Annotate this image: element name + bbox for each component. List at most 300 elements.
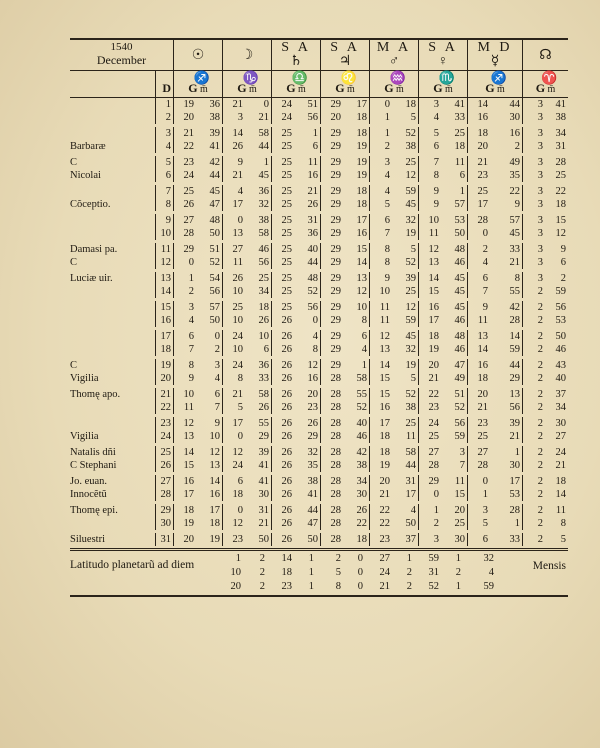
- minutes-value: 42: [509, 302, 520, 313]
- degrees-value: 24: [428, 418, 439, 429]
- minutes-value: 52: [307, 286, 318, 297]
- latitude-deg: 2: [259, 567, 265, 578]
- value-cell: [321, 98, 370, 111]
- degrees-value: 3: [537, 99, 543, 110]
- minutes-value: 38: [356, 460, 367, 471]
- minutes-value: 59: [405, 186, 416, 197]
- value-cell: [174, 459, 223, 472]
- degrees-value: 14: [477, 344, 488, 355]
- value-cell: [523, 272, 568, 285]
- degrees-value: 26: [281, 389, 292, 400]
- degrees-value: 28: [330, 402, 341, 413]
- degrees-value: 12: [428, 244, 439, 255]
- minutes-value: 19: [356, 170, 367, 181]
- degrees-value: 25: [281, 244, 292, 255]
- value-cell: [370, 256, 419, 269]
- value-cell: [223, 533, 272, 546]
- minutes-value: 50: [258, 534, 269, 545]
- minutes-value: 56: [555, 302, 566, 313]
- value-cell: [419, 330, 468, 343]
- day-label-cell: [70, 214, 156, 227]
- degrees-value: 24: [183, 170, 194, 181]
- minutes-value: 29: [307, 431, 318, 442]
- value-cell: [321, 198, 370, 211]
- day-label-cell: [70, 227, 156, 240]
- degrees-value: 21: [183, 128, 194, 139]
- minutes-value: 33: [454, 112, 465, 123]
- minutes-value: 14: [509, 331, 520, 342]
- latitude-min: 8: [335, 581, 341, 592]
- minutes-label: m̄: [347, 84, 355, 95]
- degrees-value: 2: [537, 360, 543, 371]
- minutes-value: 7: [214, 402, 220, 413]
- degrees-value: 29: [330, 244, 341, 255]
- minutes-value: 30: [509, 460, 520, 471]
- minutes-value: 36: [307, 228, 318, 239]
- value-cell: [174, 517, 223, 530]
- degrees-value: 19: [428, 344, 439, 355]
- degrees-value: 25: [281, 141, 292, 152]
- value-cell: [468, 98, 523, 111]
- latitude-deg: 1: [455, 553, 461, 564]
- latitude-min: 27: [379, 553, 390, 564]
- value-cell: [370, 214, 419, 227]
- value-cell: [272, 214, 321, 227]
- value-cell: [419, 156, 468, 169]
- degrees-value: 28: [477, 460, 488, 471]
- latitude-spacer: [496, 552, 541, 565]
- degrees-value: 2: [384, 141, 390, 152]
- degrees-value: 2: [537, 402, 543, 413]
- bottom-rule: [70, 595, 568, 597]
- degrees-value: 1: [188, 273, 194, 284]
- degrees-value: 28: [330, 418, 341, 429]
- degrees-value: 18: [428, 331, 439, 342]
- degrees-value: 23: [477, 418, 488, 429]
- latitude-spacer: [496, 566, 541, 579]
- minutes-value: 9: [214, 418, 220, 429]
- degrees-value: 20: [477, 141, 488, 152]
- minutes-value: 23: [307, 402, 318, 413]
- minutes-value: 35: [509, 170, 520, 181]
- value-cell: [321, 359, 370, 372]
- minutes-value: 36: [209, 99, 220, 110]
- degrees-value: 20: [379, 476, 390, 487]
- minutes-value: 40: [307, 244, 318, 255]
- degrees-value: 3: [384, 157, 390, 168]
- degrees-value: 16: [428, 302, 439, 313]
- zodiac-sign-icon: ♎: [291, 70, 309, 85]
- degrees-value: 9: [188, 373, 194, 384]
- minutes-value: 17: [405, 489, 416, 500]
- day-number: 23: [156, 417, 174, 430]
- minutes-label: m̄: [298, 84, 306, 95]
- degrees-value: 29: [183, 244, 194, 255]
- value-cell: [370, 330, 419, 343]
- zodiac-sign-icon: ♈: [541, 70, 558, 85]
- day-label-cell: [70, 401, 156, 414]
- minutes-value: 39: [509, 418, 520, 429]
- value-cell: [321, 156, 370, 169]
- minutes-value: 36: [258, 360, 269, 371]
- minutes-value: 32: [258, 199, 269, 210]
- value-cell: [272, 243, 321, 256]
- minutes-value: 46: [454, 257, 465, 268]
- minutes-value: 28: [509, 505, 520, 516]
- mensis-label: Mensis: [532, 560, 566, 572]
- degrees-value: 0: [237, 505, 243, 516]
- value-cell: [419, 504, 468, 517]
- degrees-value: 24: [232, 460, 243, 471]
- minutes-value: 40: [356, 418, 367, 429]
- value-cell: [419, 343, 468, 356]
- degrees-value: 29: [330, 302, 341, 313]
- degrees-value: 0: [482, 476, 488, 487]
- minutes-value: 13: [509, 389, 520, 400]
- value-cell: [468, 488, 523, 501]
- degrees-value: 24: [281, 112, 292, 123]
- value-cell: [223, 98, 272, 111]
- degrees-value: 12: [232, 447, 243, 458]
- minutes-value: 19: [405, 228, 416, 239]
- day-number: 14: [156, 285, 174, 298]
- minutes-value: 16: [209, 489, 220, 500]
- degrees-value: 21: [232, 99, 243, 110]
- minutes-value: 59: [405, 315, 416, 326]
- value-cell: [419, 98, 468, 111]
- table-body: [70, 98, 568, 546]
- minutes-value: 21: [258, 112, 269, 123]
- minutes-value: 32: [405, 215, 416, 226]
- value-cell: [321, 533, 370, 546]
- latitude-day: 10: [230, 567, 241, 578]
- value-cell: [523, 98, 568, 111]
- value-cell: [468, 227, 523, 240]
- planet-symbol-icon: ♃: [338, 54, 352, 69]
- table-row: [70, 285, 568, 298]
- value-cell: [223, 430, 272, 443]
- degrees-value: 2: [433, 518, 439, 529]
- value-cell: [174, 185, 223, 198]
- degrees-value: 10: [232, 286, 243, 297]
- minutes-value: 33: [258, 373, 269, 384]
- minutes-value: 5: [560, 534, 566, 545]
- value-cell: [174, 111, 223, 124]
- minutes-value: 11: [555, 505, 566, 516]
- minutes-value: 18: [555, 199, 566, 210]
- minutes-value: 15: [356, 244, 367, 255]
- degrees-value: 17: [232, 199, 243, 210]
- table-row: [70, 430, 568, 443]
- degrees-value: 17: [477, 199, 488, 210]
- value-cell: [174, 285, 223, 298]
- minutes-value: 51: [454, 389, 465, 400]
- minutes-value: 14: [209, 476, 220, 487]
- value-cell: [370, 401, 419, 414]
- value-cell: [370, 388, 419, 401]
- minutes-value: 47: [307, 518, 318, 529]
- value-cell: [321, 388, 370, 401]
- table-row: [70, 111, 568, 124]
- value-cell: [523, 301, 568, 314]
- minutes-value: 10: [258, 331, 269, 342]
- minutes-value: 56: [209, 286, 220, 297]
- latitude-min: 2: [335, 553, 341, 564]
- minutes-value: 4: [312, 331, 318, 342]
- degrees-value: 9: [237, 157, 243, 168]
- value-cell: [468, 430, 523, 443]
- degrees-value: 18: [477, 373, 488, 384]
- gm-labels: [321, 82, 369, 96]
- minutes-value: 30: [509, 112, 520, 123]
- minutes-value: 44: [509, 360, 520, 371]
- minutes-value: 57: [454, 199, 465, 210]
- degrees-value: 2: [537, 476, 543, 487]
- minutes-value: 42: [209, 157, 220, 168]
- value-cell: [223, 459, 272, 472]
- latitude-deg: 1: [455, 581, 461, 592]
- minutes-value: 33: [509, 244, 520, 255]
- minutes-value: 51: [307, 99, 318, 110]
- degrees-value: 28: [330, 431, 341, 442]
- value-cell: [419, 314, 468, 327]
- value-cell: [272, 430, 321, 443]
- day-number: 7: [156, 185, 174, 198]
- table-row: [70, 359, 568, 372]
- minutes-value: 9: [560, 244, 566, 255]
- latitude-deg: 0: [357, 581, 363, 592]
- value-cell: [370, 504, 419, 517]
- minutes-value: 15: [454, 489, 465, 500]
- sign-header-3: [321, 71, 370, 97]
- minutes-value: 48: [209, 215, 220, 226]
- minutes-value: 10: [209, 431, 220, 442]
- value-cell: [523, 475, 568, 488]
- degrees-value: 27: [428, 447, 439, 458]
- degrees-value: 25: [281, 170, 292, 181]
- degrees-value: 25: [281, 302, 292, 313]
- degrees-value: 20: [330, 112, 341, 123]
- value-cell: [370, 243, 419, 256]
- minutes-label: m̄: [547, 84, 556, 95]
- latitude-min: 59: [483, 581, 494, 592]
- value-cell: [321, 417, 370, 430]
- value-cell: [468, 156, 523, 169]
- value-cell: [321, 488, 370, 501]
- degrees-value: 15: [379, 373, 390, 384]
- degrees-value: 17: [183, 489, 194, 500]
- table-row: [70, 504, 568, 517]
- value-cell: [272, 272, 321, 285]
- latitude-value: [294, 566, 343, 579]
- minutes-value: 25: [454, 128, 465, 139]
- value-cell: [523, 417, 568, 430]
- minutes-value: 52: [209, 257, 220, 268]
- minutes-value: 25: [555, 170, 566, 181]
- value-cell: [523, 314, 568, 327]
- value-cell: [272, 140, 321, 153]
- degrees-value: 2: [537, 534, 543, 545]
- minutes-value: 37: [555, 389, 566, 400]
- minutes-value: 5: [410, 373, 416, 384]
- degrees-value: 28: [183, 228, 194, 239]
- degrees-value: 16: [183, 476, 194, 487]
- degrees-value: 6: [482, 273, 488, 284]
- day-label-cell: [70, 272, 156, 285]
- degrees-value: 10: [379, 286, 390, 297]
- degrees-value: 7: [188, 344, 194, 355]
- degrees-value: 14: [183, 447, 194, 458]
- minutes-value: 48: [454, 244, 465, 255]
- day-label-cell: [70, 533, 156, 546]
- latitude-deg: 1: [308, 567, 314, 578]
- degrees-value: 18: [477, 128, 488, 139]
- degrees-value: 3: [537, 199, 543, 210]
- value-cell: [468, 504, 523, 517]
- degrees-value: 2: [537, 518, 543, 529]
- minutes-value: 18: [258, 302, 269, 313]
- day-label-cell: [70, 185, 156, 198]
- degrees-value: 10: [232, 344, 243, 355]
- degrees-value: 28: [330, 489, 341, 500]
- latitude-min: 52: [428, 581, 439, 592]
- degrees-value: 0: [482, 228, 488, 239]
- table-row: [70, 198, 568, 211]
- day-number: 21: [156, 388, 174, 401]
- degrees-value: 28: [330, 505, 341, 516]
- minutes-value: 48: [307, 273, 318, 284]
- day-number: 17: [156, 330, 174, 343]
- minutes-value: 1: [514, 447, 520, 458]
- day-number: 30: [156, 517, 174, 530]
- degrees-value: 29: [330, 360, 341, 371]
- value-cell: [523, 198, 568, 211]
- degrees-value: 10: [183, 389, 194, 400]
- gm-labels: [468, 82, 522, 96]
- value-cell: [419, 214, 468, 227]
- minutes-value: 1: [263, 157, 269, 168]
- feast-label: Luciæ uir.: [70, 273, 113, 284]
- degrees-value: 21: [477, 157, 488, 168]
- minutes-value: 1: [514, 518, 520, 529]
- value-cell: [272, 330, 321, 343]
- value-cell: [523, 388, 568, 401]
- value-cell: [468, 185, 523, 198]
- value-cell: [523, 504, 568, 517]
- value-cell: [523, 243, 568, 256]
- minutes-value: 22: [356, 518, 367, 529]
- day-label-cell: [70, 169, 156, 182]
- value-cell: [523, 227, 568, 240]
- feast-label: Innocẽtũ: [70, 489, 107, 500]
- table-row: [70, 459, 568, 472]
- minutes-label: m̄: [497, 84, 505, 95]
- latitude-deg: 0: [357, 567, 363, 578]
- value-cell: [468, 517, 523, 530]
- degrees-value: 25: [183, 186, 194, 197]
- minutes-value: 48: [454, 331, 465, 342]
- minutes-value: 37: [405, 534, 416, 545]
- minutes-value: 0: [263, 99, 269, 110]
- value-cell: [272, 111, 321, 124]
- latitude-min: 32: [483, 553, 494, 564]
- degrees-value: 4: [433, 112, 439, 123]
- table-row: [70, 314, 568, 327]
- day-label-cell: [70, 98, 156, 111]
- degrees-value: 25: [281, 273, 292, 284]
- value-cell: [321, 227, 370, 240]
- degrees-value: 6: [433, 141, 439, 152]
- minutes-value: 18: [356, 534, 367, 545]
- feast-label: Barbaræ: [70, 141, 106, 152]
- minutes-value: 1: [459, 186, 465, 197]
- value-cell: [468, 459, 523, 472]
- minutes-value: 31: [307, 215, 318, 226]
- day-label-cell: [70, 285, 156, 298]
- degrees-label: G: [237, 81, 247, 95]
- value-cell: [223, 227, 272, 240]
- planet-symbol-icon: ♂: [388, 54, 400, 69]
- day-number: 16: [156, 314, 174, 327]
- minutes-value: 9: [514, 199, 520, 210]
- minutes-value: 35: [307, 460, 318, 471]
- minutes-value: 34: [258, 286, 269, 297]
- minutes-value: 14: [555, 489, 566, 500]
- degrees-value: 21: [379, 489, 390, 500]
- value-cell: [523, 256, 568, 269]
- degrees-value: 15: [428, 286, 439, 297]
- minutes-value: 3: [214, 360, 220, 371]
- degrees-value: 21: [232, 170, 243, 181]
- degrees-value: 4: [482, 257, 488, 268]
- minutes-value: 58: [258, 128, 269, 139]
- degrees-value: 24: [232, 331, 243, 342]
- planet-header-3: [321, 40, 370, 70]
- minutes-value: 45: [509, 228, 520, 239]
- value-cell: [272, 343, 321, 356]
- year-month-cell: [70, 40, 174, 70]
- degrees-value: 29: [330, 141, 341, 152]
- degrees-value: 3: [537, 112, 543, 123]
- degrees-label: G: [188, 81, 198, 95]
- value-cell: [174, 504, 223, 517]
- day-number: 13: [156, 272, 174, 285]
- minutes-value: 24: [555, 447, 566, 458]
- planet-header-6: [468, 40, 523, 70]
- table-row: [70, 533, 568, 546]
- value-cell: [321, 430, 370, 443]
- degrees-value: 4: [188, 315, 194, 326]
- value-cell: [370, 111, 419, 124]
- table-row: [70, 417, 568, 430]
- minutes-value: 31: [405, 476, 416, 487]
- value-cell: [523, 401, 568, 414]
- value-cell: [321, 214, 370, 227]
- degrees-value: 0: [237, 431, 243, 442]
- latitude-min: 5: [335, 567, 341, 578]
- minutes-value: 13: [209, 460, 220, 471]
- minutes-value: 50: [209, 228, 220, 239]
- planet-symbol-icon: ♄: [289, 54, 303, 69]
- degrees-value: 22: [183, 141, 194, 152]
- day-number: 15: [156, 301, 174, 314]
- degrees-value: 28: [330, 476, 341, 487]
- value-cell: [468, 169, 523, 182]
- degrees-value: 26: [281, 418, 292, 429]
- minutes-value: 11: [454, 157, 465, 168]
- degrees-value: 11: [379, 302, 390, 313]
- minutes-value: 53: [509, 489, 520, 500]
